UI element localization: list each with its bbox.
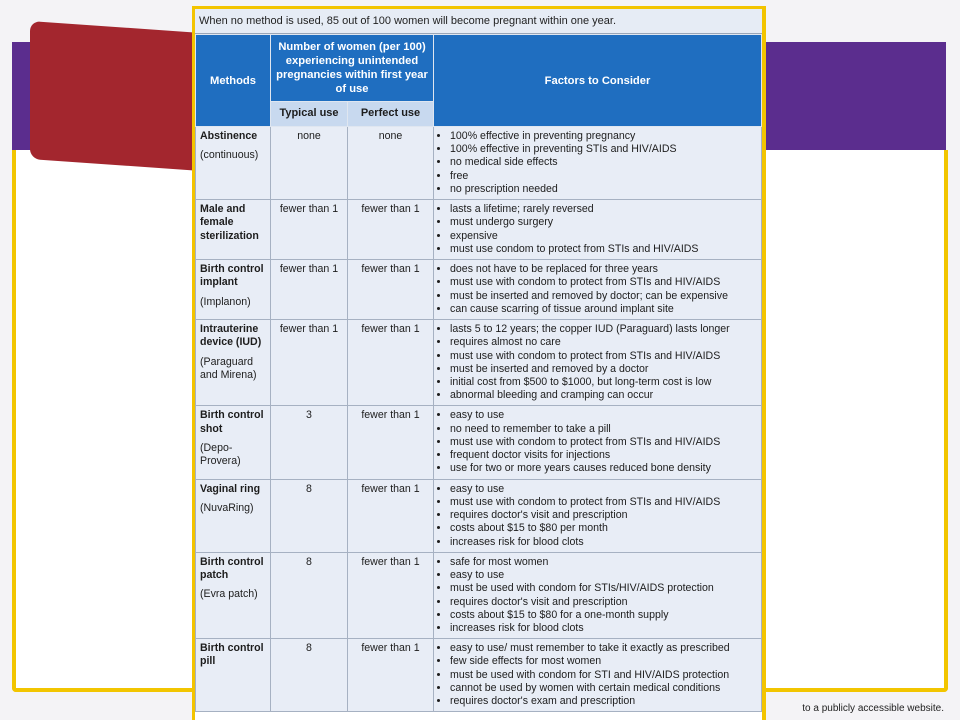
- factor-item: • 100% effective in preventing STIs and HIV/AIDS: [450, 143, 757, 156]
- factors-cell: [434, 260, 762, 320]
- method-note: (Implanon): [200, 295, 251, 308]
- factor-item: • must be inserted and removed by a doctor: [450, 363, 757, 376]
- factor-item: • costs about $15 to $80 per month: [450, 522, 757, 535]
- perfect-use-value: none: [348, 127, 434, 200]
- method-name: Male and female sterilization: [200, 203, 259, 242]
- intro-text: When no method is used, 85 out of 100 women will become pregnant within one year.: [195, 9, 762, 34]
- method-note: (NuvaRing): [200, 501, 254, 514]
- method-cell: [196, 260, 271, 320]
- factor-item: • no medical side effects: [450, 156, 757, 169]
- header-methods: Methods: [196, 35, 271, 127]
- factor-item: • requires doctor's exam and prescription: [450, 695, 757, 708]
- factor-item: • increases risk for blood clots: [450, 622, 757, 635]
- factor-item: • free: [450, 170, 757, 183]
- factors-list: [438, 642, 757, 708]
- factor-item: • can cause scarring of tissue around implant site: [450, 303, 757, 316]
- header-typical-use: Typical use: [271, 102, 348, 127]
- factor-item: • frequent doctor visits for injections: [450, 449, 757, 462]
- factor-item: • must undergo surgery: [450, 216, 757, 229]
- factor-item: • does not have to be replaced for three years: [450, 263, 757, 276]
- factor-item: • requires doctor's visit and prescription: [450, 509, 757, 522]
- method-name: Vaginal ring: [200, 482, 261, 495]
- factors-list: [438, 263, 757, 316]
- factor-item: • must use condom to protect from STIs and HIV/AIDS: [450, 243, 757, 256]
- perfect-use-value: fewer than 1: [348, 406, 434, 479]
- header-factors: Factors to Consider: [434, 35, 762, 127]
- table-row: [196, 639, 762, 712]
- method-name: Birth control implant: [200, 263, 264, 289]
- method-note: (Evra patch): [200, 588, 258, 601]
- factors-list: [438, 409, 757, 475]
- table-row: [196, 127, 762, 200]
- header-perfect-use: Perfect use: [348, 102, 434, 127]
- perfect-use-value: fewer than 1: [348, 639, 434, 712]
- factors-list: [438, 323, 757, 402]
- method-note: (Depo-Provera): [200, 441, 241, 468]
- factors-list: [438, 556, 757, 635]
- factors-list: [438, 130, 757, 196]
- factor-item: • abnormal bleeding and cramping can occur: [450, 389, 757, 402]
- method-cell: [196, 479, 271, 552]
- factor-item: • must use with condom to protect from STIs and HIV/AIDS: [450, 350, 757, 363]
- factor-item: • must be inserted and removed by doctor; can be expensive: [450, 290, 757, 303]
- factors-cell: [434, 479, 762, 552]
- factor-item: • costs about $15 to $80 for a one-month supply: [450, 609, 757, 622]
- factor-item: • use for two or more years causes reduced bone density: [450, 462, 757, 475]
- factors-cell: [434, 320, 762, 406]
- perfect-use-value: fewer than 1: [348, 552, 434, 638]
- method-cell: [196, 406, 271, 479]
- factor-item: • few side effects for most women: [450, 655, 757, 668]
- factor-item: • lasts a lifetime; rarely reversed: [450, 203, 757, 216]
- footer-text: to a publicly accessible website.: [802, 703, 944, 714]
- method-cell: [196, 127, 271, 200]
- factors-cell: [434, 127, 762, 200]
- factors-cell: [434, 406, 762, 479]
- factors-list: [438, 203, 757, 256]
- factor-item: • must use with condom to protect from STIs and HIV/AIDS: [450, 276, 757, 289]
- perfect-use-value: fewer than 1: [348, 260, 434, 320]
- method-name: Birth control patch: [200, 555, 264, 582]
- method-cell: [196, 552, 271, 638]
- method-name: Birth control pill: [200, 642, 264, 668]
- contraception-table-image: [192, 6, 766, 720]
- factor-item: • requires almost no care: [450, 336, 757, 349]
- table-row: [196, 260, 762, 320]
- factor-item: • cannot be used by women with certain medical conditions: [450, 682, 757, 695]
- factor-item: • must be used with condom for STIs/HIV/AIDS protection: [450, 582, 757, 595]
- factors-cell: [434, 639, 762, 712]
- table-row: [196, 406, 762, 479]
- factor-item: • easy to use: [450, 569, 757, 582]
- method-name: Birth control shot: [200, 409, 264, 435]
- typical-use-value: none: [271, 127, 348, 200]
- factor-item: • requires doctor's visit and prescription: [450, 596, 757, 609]
- methods-table: [195, 34, 762, 712]
- method-cell: [196, 320, 271, 406]
- factor-item: • easy to use: [450, 483, 757, 496]
- table-row: [196, 479, 762, 552]
- method-name: Abstinence: [200, 130, 258, 142]
- typical-use-value: fewer than 1: [271, 260, 348, 320]
- factor-item: • increases risk for blood clots: [450, 536, 757, 549]
- method-note: (Paraguard and Mirena): [200, 355, 257, 381]
- method-name: Intrauterine device (IUD): [200, 323, 262, 349]
- factor-item: • 100% effective in preventing pregnancy: [450, 130, 757, 143]
- factor-item: • lasts 5 to 12 years; the copper IUD (Paraguard) lasts longer: [450, 323, 757, 336]
- factor-item: • easy to use: [450, 409, 757, 422]
- method-note: (continuous): [200, 149, 259, 162]
- factors-cell: [434, 200, 762, 260]
- factor-item: • must use with condom to protect from STIs and HIV/AIDS: [450, 436, 757, 449]
- factor-item: • must be used with condom for STI and HIV/AIDS protection: [450, 669, 757, 682]
- perfect-use-value: fewer than 1: [348, 320, 434, 406]
- method-cell: [196, 200, 271, 260]
- factor-item: • no prescription needed: [450, 183, 757, 196]
- header-number: Number of women (per 100) experiencing unintended pregnancies within first year of use: [271, 35, 434, 102]
- typical-use-value: fewer than 1: [271, 200, 348, 260]
- factors-list: [438, 483, 757, 549]
- method-cell: [196, 639, 271, 712]
- typical-use-value: fewer than 1: [271, 320, 348, 406]
- perfect-use-value: fewer than 1: [348, 479, 434, 552]
- typical-use-value: 8: [271, 479, 348, 552]
- factor-item: • expensive: [450, 230, 757, 243]
- factor-item: • no need to remember to take a pill: [450, 423, 757, 436]
- perfect-use-value: fewer than 1: [348, 200, 434, 260]
- typical-use-value: 3: [271, 406, 348, 479]
- document-body: [195, 9, 762, 720]
- typical-use-value: 8: [271, 552, 348, 638]
- factor-item: • easy to use/ must remember to take it exactly as prescribed: [450, 642, 757, 655]
- table-row: [196, 552, 762, 638]
- factor-item: • must use with condom to protect from STIs and HIV/AIDS: [450, 496, 757, 509]
- table-body: [196, 127, 762, 712]
- factor-item: • safe for most women: [450, 556, 757, 569]
- factors-cell: [434, 552, 762, 638]
- typical-use-value: 8: [271, 639, 348, 712]
- table-row: [196, 200, 762, 260]
- factor-item: • initial cost from $500 to $1000, but long-term cost is low: [450, 376, 757, 389]
- table-row: [196, 320, 762, 406]
